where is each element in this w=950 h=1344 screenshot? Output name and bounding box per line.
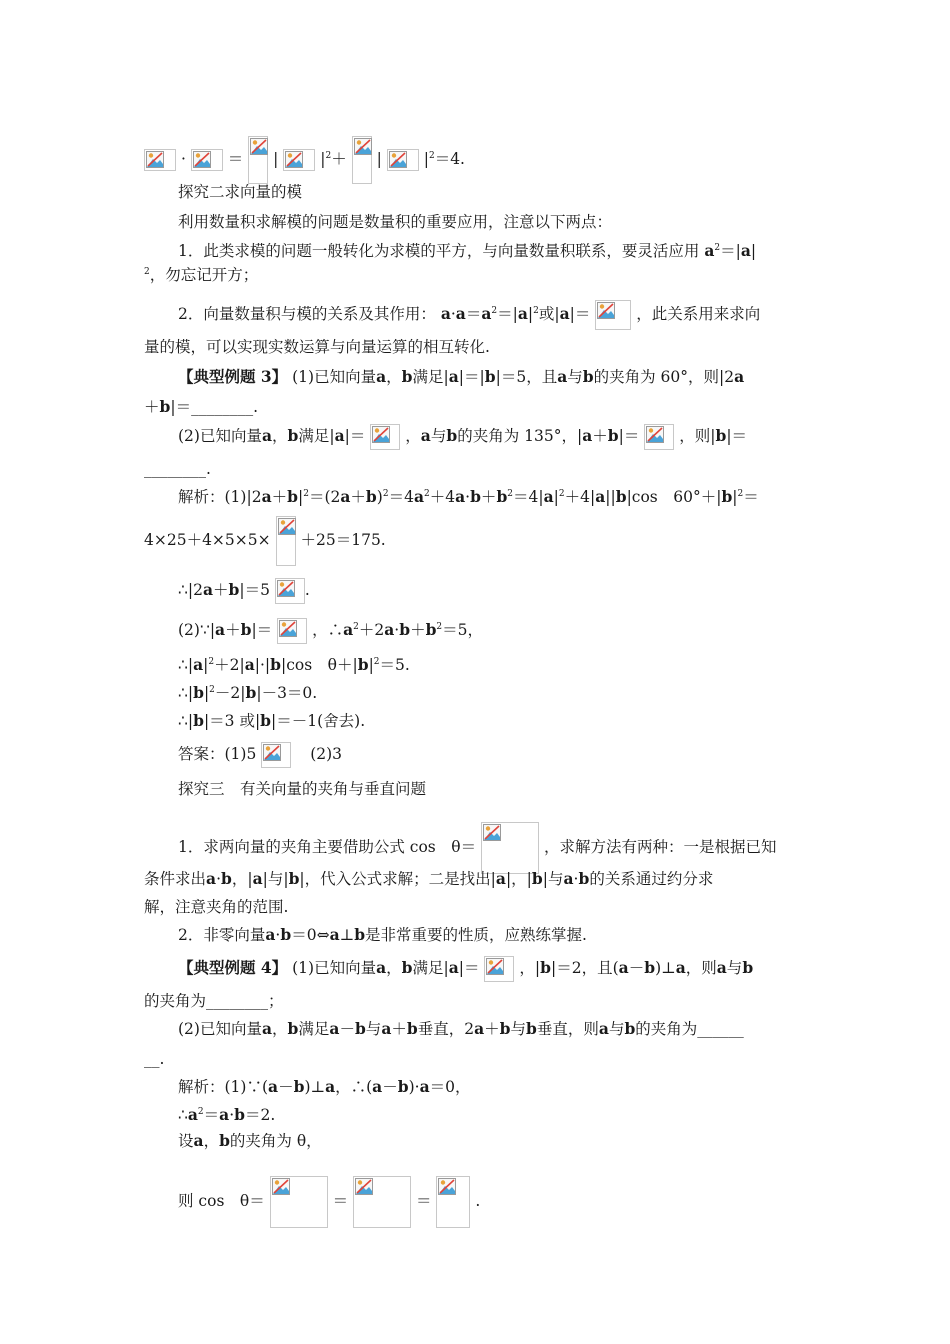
solution-line: 解析：(1)∵(a－b)⊥a，∴(a－b)·a＝0， [178, 1077, 471, 1096]
solution-line: $\therefore|b|^2-2|b|-3=0$. [178, 683, 318, 702]
solution-line: 则 cos θ＝ ＝ ＝ . [178, 1176, 480, 1228]
solution-line: (2)∵|a＋b|＝ ，$\therefore a^2+2a\cdot b+b^2=5$， [178, 618, 483, 644]
paragraph: __. [144, 1050, 165, 1068]
broken-image-icon [285, 151, 303, 168]
paragraph: 2．向量数量积与模的关系及其作用： $a\cdot a=a^2=|a|^2$或|a|＝ ，此关系用来求向 [178, 300, 760, 330]
formula-image [191, 149, 223, 171]
broken-image-icon [250, 138, 268, 155]
paragraph: 1．求两向量的夹角主要借助公式 cos θ＝ ，求解方法有两种：一是根据已知 [178, 822, 776, 874]
paragraph: 条件求出a·b，|a|与|b|，代入公式求解；二是找出|a|，|b|与a·b的关系通过约分求 [144, 869, 714, 888]
solution-line: 解析：$(1)|2a+b|^2=(2a+b)^2=4a^2+4a\cdot b+b^2=4|a|^2+4|a||b|\cos$ $60^\circ+|b|^2=$ [178, 487, 759, 506]
broken-image-icon [355, 1178, 373, 1195]
formula-image [436, 1176, 470, 1228]
paragraph: (2)已知向量a，b满足a－b与a＋b垂直，2a＋b与b垂直，则a与b的夹角为______ [178, 1019, 744, 1038]
formula-image [283, 149, 315, 171]
formula-image [644, 424, 674, 450]
solution-line: 4×25＋4×5×5× ＋25＝175. [144, 516, 386, 566]
broken-image-icon [193, 151, 211, 168]
broken-image-icon [646, 426, 664, 443]
broken-image-icon [354, 138, 372, 155]
formula-image [387, 149, 419, 171]
formula-image [144, 149, 176, 171]
broken-image-icon [389, 151, 407, 168]
broken-image-icon [279, 620, 297, 637]
paragraph: 的夹角为________； [144, 992, 284, 1010]
broken-image-icon [278, 518, 296, 535]
broken-image-icon [597, 302, 615, 319]
formula-image [370, 424, 400, 450]
formula-image [595, 300, 631, 330]
paragraph: 1．此类求模的问题一般转化为求模的平方，与向量数量积联系，要灵活应用 $a^2=|a|$ [178, 241, 757, 260]
paragraph: 2．非零向量a·b＝0⇔a⊥b是非常重要的性质，应熟练掌握. [178, 925, 587, 944]
broken-image-icon [486, 958, 504, 975]
formula-image [353, 1176, 411, 1228]
example-heading: 【典型例题 4】 (1)已知向量a，b满足|a|＝ ，|b|＝2，且(a－b)⊥a，则a与b [178, 956, 753, 982]
solution-line: $\therefore a^2=a\cdot b=2$. [178, 1105, 276, 1124]
paragraph: 解，注意夹角的范围. [144, 898, 289, 916]
paragraph: ________. [144, 460, 211, 478]
formula-line: · ＝ | $|^2+$ | $|^2=4$. [144, 136, 465, 184]
formula-image [275, 578, 305, 604]
formula-image [248, 136, 268, 184]
broken-image-icon [272, 1178, 290, 1195]
paragraph: 量的模，可以实现实数运算与向量运算的相互转化. [144, 338, 490, 356]
broken-image-icon [146, 151, 164, 168]
formula-image [484, 956, 514, 982]
formula-image [481, 822, 539, 874]
solution-line: $\therefore|a|^2+2|a|\cdot|b|\cos$ $\theta+|b|^2=5$. [178, 655, 410, 674]
section-heading: 探究三 有关向量的夹角与垂直问题 [178, 780, 427, 798]
broken-image-icon [438, 1178, 456, 1195]
broken-image-icon [277, 580, 295, 597]
broken-image-icon [483, 824, 501, 841]
solution-line: 设a，b的夹角为 θ， [178, 1131, 322, 1150]
formula-image [276, 516, 296, 566]
formula-image [261, 742, 291, 768]
example-heading: 【典型例题 3】 (1)已知向量a，b满足|a|＝|b|＝5，且a与b的夹角为 60°，则|2a [178, 367, 745, 386]
formula-image [270, 1176, 328, 1228]
broken-image-icon [372, 426, 390, 443]
paragraph: $^2$，勿忘记开方； [144, 266, 259, 284]
paragraph: 利用数量积求解模的问题是数量积的重要应用，注意以下两点： [178, 213, 613, 231]
formula-image [277, 618, 307, 644]
solution-line: ∴|b|＝3 或|b|＝－1(舍去). [178, 711, 366, 730]
answer-line: 答案：(1)5 (2)3 [178, 742, 342, 768]
section-heading: 探究二求向量的模 [178, 183, 303, 201]
paragraph: ＋b|＝________. [144, 397, 259, 416]
formula-image [352, 136, 372, 184]
broken-image-icon [263, 744, 281, 761]
paragraph: (2)已知向量a，b满足|a|＝ ，a与b的夹角为 135°，|a＋b|＝ ，则|b|＝ [178, 424, 747, 450]
solution-line: ∴|2a＋b|＝5 . [178, 578, 310, 604]
